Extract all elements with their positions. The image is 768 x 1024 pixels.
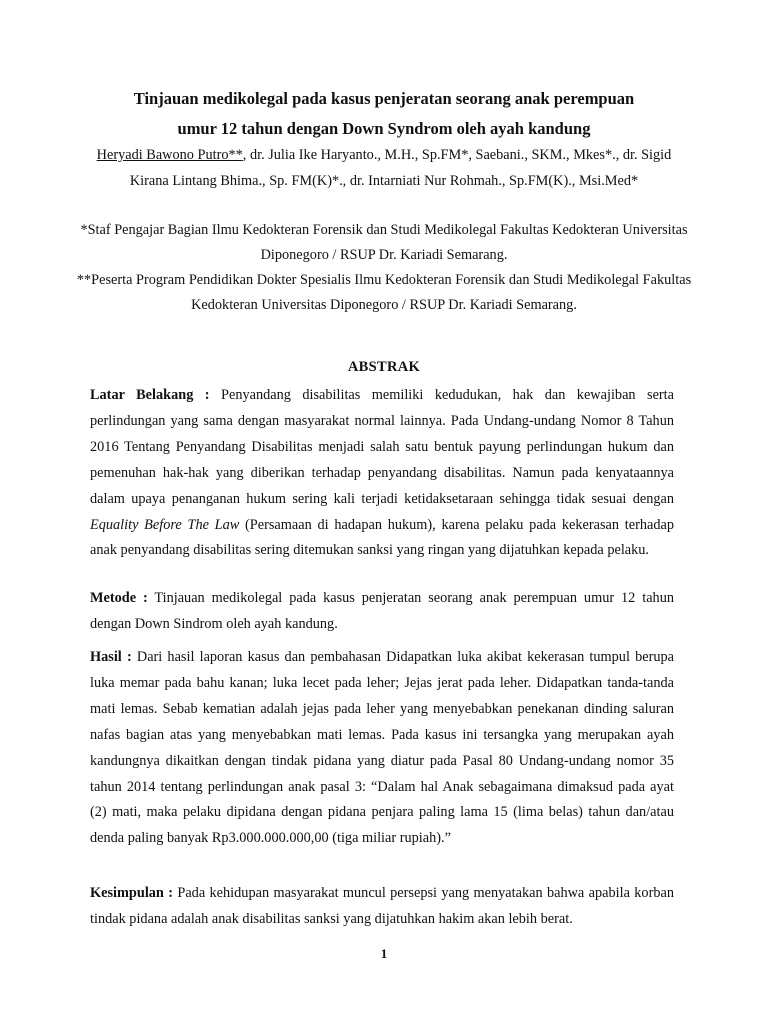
background-text-a: Penyandang disabilitas memiliki kedudukan, hak dan kewajiban serta perlindungan yang sama dengan masyarakat normal lainnya. Pada Undang-undang Nomor 8 Tahun 2016 Tentang Penyandang Disabilitas menjadi salah satu bentuk payung perlindungan hukum dan pemenuhan hak-hak yang diberikan terhadap penyandang disabilitas. Namun pada kenyataannya dalam upaya penanganan hukum sering kali terjadi ketidaksetaraan sehingga tidak sesuai dengan [90,387,675,507]
conclusion-label: Kesimpulan : [90,885,174,901]
background-text-b: (Persamaan di hadapan hukum), karena pelaku pada kekerasan terhadap anak penyandang disabilitas sering ditemukan sanksi yang ringan yang dijatuhkan kepada pelaku. [90,516,674,559]
results-text: Dari hasil laporan kasus dan pembahasan Didapatkan luka akibat kekerasan tumpul berupa luka memar pada bahu kanan; luka lecet pada leher; Jejas jerat pada leher. Didapatkan tanda-tanda mati lemas. Sebab kematian adalah jejas pada leher yang menyebabkan penekanan dinding saluran nafas bagian atas yang menyebabkan mati lemas. Pada kasus ini tersangka yang merupakan ayah kandungnya dikaitkan dengan tindak pidana yang diatur pada Pasal 80 Undang-undang nomor 35 tahun 2014 tentang perlindungan anak pasal 3: “Dalam hal Anak sebagaimana dimaksud pada ayat (2) mati, maka pelaku dipidana dengan pidana penjara paling lama 15 (lima belas) tahun dan/atau denda paling banyak Rp3.000.000.000,00 (tiga miliar rupiah).” [90,649,674,847]
method-text: Tinjauan medikolegal pada kasus penjeratan seorang anak perempuan umur 12 tahun dengan Down Sindrom oleh ayah kandung. [90,590,675,632]
author-list [80,143,688,194]
affiliation-1: *Staf Pengajar Bagian Ilmu Kedokteran Forensik dan Studi Medikolegal Fakultas Kedokteran Universitas Diponegoro / RSUP Dr. Kariadi Semarang. [80,222,688,263]
conclusion-text: Pada kehidupan masyarakat muncul persepsi yang menyatakan bahwa apabila korban tindak pidana adalah anak disabilitas sanksi yang dijatuhkan hakim akan lebih berat. [90,885,674,927]
abstract-background [90,383,674,564]
affiliations [70,218,698,318]
first-author: Heryadi Bawono Putro** [96,147,243,163]
background-italic: Equality Before The Law [90,516,240,533]
abstract-results [90,645,674,852]
affiliation-2: **Peserta Program Pendidikan Dokter Spesialis Ilmu Kedokteran Forensik dan Studi Medikolegal Fakultas Kedokteran Universitas Diponegoro / RSUP Dr. Kariadi Semarang. [76,272,692,313]
method-label: Metode : [90,590,148,606]
page-number: 1 [380,946,388,961]
other-authors: , dr. Julia Ike Haryanto., M.H., Sp.FM*, Saebani., SKM., Mkes*., dr. Sigid Kirana Lintang Bhima., Sp. FM(K)*., dr. Intarniati Nur Rohmah., Sp.FM(K)., Msi.Med* [129,147,672,189]
background-label: Latar Belakang : [90,387,210,403]
paper-title [90,84,678,144]
abstract-heading: ABSTRAK [347,359,421,375]
paper-title-line-1: Tinjauan medikolegal pada kasus penjeratan seorang anak perempuan [133,89,635,108]
results-label: Hasil : [90,649,132,665]
abstract-method [90,586,674,638]
paper-title-line-2: umur 12 tahun dengan Down Syndrom oleh ayah kandung [177,119,591,138]
abstract-conclusion [90,881,674,933]
